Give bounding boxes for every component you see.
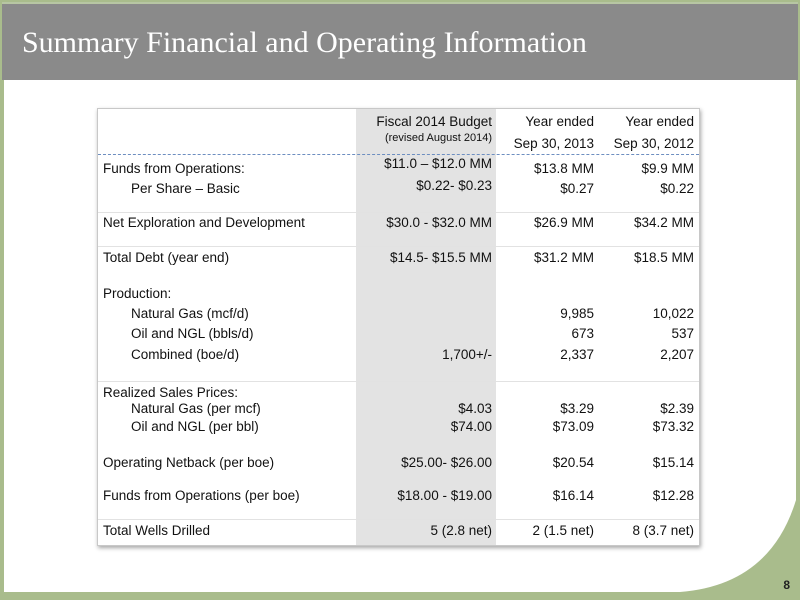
row-label-gas: Natural Gas (mcf/d)	[131, 306, 249, 321]
row-label-combined: Combined (boe/d)	[131, 347, 240, 362]
row-label-gas-price: Natural Gas (per mcf)	[131, 401, 261, 416]
cell-2013-ffo-share: $0.27	[560, 181, 594, 196]
row-label-ffo-share: Per Share – Basic	[131, 181, 240, 196]
slide-title: Summary Financial and Operating Information	[22, 26, 587, 59]
row-label-ffo-boe: Funds from Operations (per boe)	[103, 488, 300, 503]
cell-2012-ned: $34.2 MM	[633, 215, 694, 230]
cell-2013-oil-price: $73.09	[552, 419, 594, 434]
row-divider	[98, 246, 699, 247]
cell-budget-gas-price: $4.03	[458, 401, 492, 416]
cell-budget-debt: $14.5- $15.5 MM	[389, 250, 492, 265]
cell-2012-oil: 537	[671, 326, 694, 341]
header-2013-line2: Sep 30, 2013	[513, 136, 594, 151]
cell-budget-netback: $25.00- $26.00	[401, 455, 492, 470]
cell-2012-gas-price: $2.39	[660, 401, 694, 416]
cell-2013-gas-price: $3.29	[560, 401, 594, 416]
financial-summary-table	[97, 108, 700, 546]
row-label-netback: Operating Netback (per boe)	[103, 455, 275, 470]
header-2012-line2: Sep 30, 2012	[613, 136, 694, 151]
row-label-oil-price: Oil and NGL (per bbl)	[131, 419, 259, 434]
cell-2012-ffo-boe: $12.28	[652, 488, 694, 503]
cell-budget-wells: 5 (2.8 net)	[430, 523, 492, 538]
cell-budget-oil-price: $74.00	[450, 419, 492, 434]
row-label-oil: Oil and NGL (bbls/d)	[131, 326, 254, 341]
cell-2012-netback: $15.14	[652, 455, 694, 470]
row-divider	[98, 212, 699, 213]
cell-2013-ned: $26.9 MM	[533, 215, 594, 230]
header-budget-line2: (revised August 2014)	[384, 132, 492, 144]
cell-budget-ned: $30.0 - $32.0 MM	[386, 215, 492, 230]
row-label-wells: Total Wells Drilled	[103, 523, 211, 538]
cell-2012-ffo: $9.9 MM	[641, 161, 694, 176]
header-budget-line1: Fiscal 2014 Budget	[376, 114, 492, 129]
cell-2012-debt: $18.5 MM	[633, 250, 694, 265]
row-label-ffo: Funds from Operations:	[103, 161, 245, 176]
cell-2013-ffo: $13.8 MM	[533, 161, 594, 176]
header-2012-line1: Year ended	[625, 114, 694, 129]
cell-2013-debt: $31.2 MM	[533, 250, 594, 265]
header-2013-line1: Year ended	[525, 114, 594, 129]
cell-budget-combined: 1,700+/-	[442, 347, 492, 362]
cell-2012-combined: 2,207	[660, 347, 694, 362]
cell-2013-combined: 2,337	[560, 347, 594, 362]
row-divider	[98, 519, 699, 520]
cell-2012-oil-price: $73.32	[652, 419, 694, 434]
cell-2012-gas: 10,022	[652, 306, 694, 321]
cell-2012-wells: 8 (3.7 net)	[632, 523, 694, 538]
header-divider	[98, 154, 699, 155]
title-bar	[2, 2, 798, 80]
cell-2013-oil: 673	[571, 326, 594, 341]
row-label-ned: Net Exploration and Development	[103, 215, 305, 230]
cell-2013-wells: 2 (1.5 net)	[532, 523, 594, 538]
cell-2013-ffo-boe: $16.14	[552, 488, 594, 503]
cell-2013-gas: 9,985	[560, 306, 594, 321]
row-label-debt: Total Debt (year end)	[103, 250, 230, 265]
page-number: 8	[783, 578, 790, 592]
cell-2013-netback: $20.54	[552, 455, 594, 470]
budget-column-shading	[356, 109, 496, 545]
row-label-production: Production:	[103, 286, 172, 301]
row-divider	[98, 381, 699, 382]
cell-budget-ffo: $11.0 – $12.0 MM	[384, 156, 492, 171]
cell-2012-ffo-share: $0.22	[660, 181, 694, 196]
cell-budget-ffo-share: $0.22- $0.23	[416, 178, 492, 193]
cell-budget-ffo-boe: $18.00 - $19.00	[397, 488, 492, 503]
row-label-prices: Realized Sales Prices:	[103, 385, 239, 400]
